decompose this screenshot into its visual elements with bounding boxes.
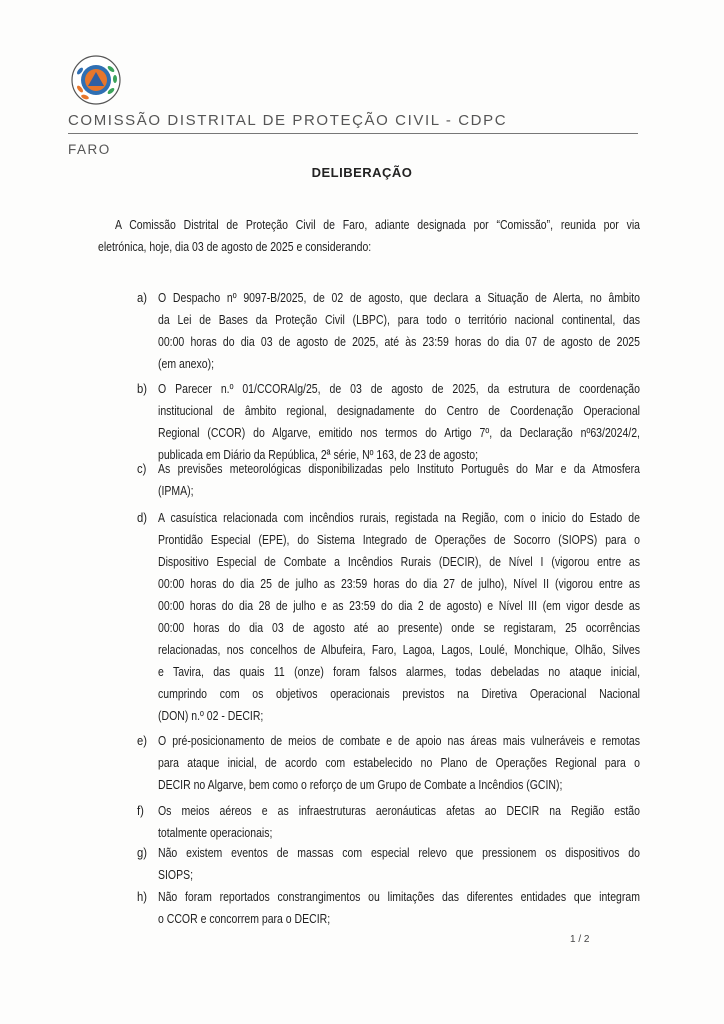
item-line: (em anexo); [158, 357, 215, 371]
consideration-item [137, 378, 640, 466]
item-line: As previsões meteorológicas disponibilizadas pelo Instituto Português do Mar e da Atmosfera [158, 462, 640, 476]
item-label: b) [137, 382, 148, 396]
item-line: DECIR no Algarve, bem como o reforço de um Grupo de Combate a Incêndios (GCIN); [158, 778, 563, 792]
commission-title: COMISSÃO DISTRITAL DE PROTEÇÃO CIVIL - CDPC [68, 112, 508, 129]
page-number: 1 / 2 [570, 934, 590, 945]
item-line: da Lei de Bases da Proteção Civil (LBPC), para todo o território nacional continental, das [158, 313, 640, 327]
item-line: institucional de âmbito regional, designadamente do Centro de Coordenação Operacional [158, 404, 640, 418]
item-text [158, 886, 640, 930]
item-label: c) [137, 462, 147, 476]
item-line: SIOPS; [158, 868, 194, 882]
item-text [158, 842, 640, 886]
protecao-civil-logo [71, 55, 121, 105]
item-line: Prontidão Especial (EPE), do Sistema Integrado de Operações de Socorro (SIOPS) para o [158, 533, 640, 547]
item-line: Não foram reportados constrangimentos ou limitações das diferentes entidades que integram [158, 890, 640, 904]
item-text [158, 378, 640, 466]
item-line: e Tavira, das quais 11 (onze) foram falsos alarmes, todas debeladas no ataque inicial, [158, 665, 640, 679]
district-name: FARO [68, 142, 111, 157]
item-line: Os meios aéreos e as infraestruturas aeronáuticas afetas ao DECIR na Região estão [158, 804, 640, 818]
item-line: relacionadas, nos concelhos de Albufeira, Faro, Lagoa, Lagos, Loulé, Monchique, Olhão, Silves [158, 643, 640, 657]
item-label: a) [137, 291, 148, 305]
item-line: Não existem eventos de massas com especial relevo que pressionem os dispositivos do [158, 846, 640, 860]
item-line: O pré-posicionamento de meios de combate e de apoio nas áreas mais vulneráveis e remotas [158, 734, 640, 748]
item-line: Dispositivo Especial de Combate a Incêndios Rurais (DECIR), de Nível I (vigorou entre as [158, 555, 640, 569]
item-line: o CCOR e concorrem para o DECIR; [158, 912, 331, 926]
item-line: Regional (CCOR) do Algarve, emitido nos termos do Artigo 7º, da Declaração nº63/2024/2, [158, 426, 640, 440]
item-text [158, 730, 640, 796]
item-line: O Despacho nº 9097-B/2025, de 02 de agosto, que declara a Situação de Alerta, no âmbito [158, 291, 640, 305]
item-line: 00:00 horas do dia 25 de julho as 23:59 horas do dia 27 de julho), Nível II (vigorou entre as [158, 577, 640, 591]
item-line: 00:00 horas do dia 28 de julho e as 23:59 do dia 2 de agosto) e Nível III (em vigor desde as [158, 599, 640, 613]
item-text [158, 507, 640, 727]
intro-line: A Comissão Distrital de Proteção Civil de Faro, adiante designada por “Comissão”, reunida por via [115, 218, 640, 232]
item-line: para ataque inicial, de acordo com estabelecido no Plano de Operações Regional para o [158, 756, 640, 770]
item-line: cumprindo com os objetivos operacionais previstos na Diretiva Operacional Nacional [158, 687, 640, 701]
consideration-item [137, 730, 640, 796]
intro-paragraph [98, 214, 640, 258]
header-divider [68, 133, 638, 134]
item-line: 00:00 horas do dia 03 de agosto de 2025, até às 23:59 horas do dia 07 de agosto de 2025 [158, 335, 640, 349]
intro-line: eletrónica, hoje, dia 03 de agosto de 2025 e considerando: [98, 240, 372, 254]
consideration-item [137, 458, 640, 502]
document-title: DELIBERAÇÃO [311, 165, 413, 180]
consideration-item [137, 800, 640, 844]
item-line: totalmente operacionais; [158, 826, 273, 840]
consideration-item [137, 287, 640, 375]
item-text [158, 287, 640, 375]
item-label: g) [137, 846, 148, 860]
item-line: 00:00 horas do dia 03 de agosto até ao presente) onde se registaram, 25 ocorrências [158, 621, 640, 635]
item-text [158, 458, 640, 502]
item-label: h) [137, 890, 148, 904]
consideration-item [137, 507, 640, 727]
item-text [158, 800, 640, 844]
item-line: (IPMA); [158, 484, 194, 498]
item-line: O Parecer n.º 01/CCORAlg/25, de 03 de agosto de 2025, da estrutura de coordenação [158, 382, 640, 396]
item-line: A casuística relacionada com incêndios rurais, registada na Região, com o inicio do Estado de [158, 511, 640, 525]
consideration-item [137, 886, 640, 930]
item-line: (DON) n.º 02 - DECIR; [158, 709, 264, 723]
consideration-item [137, 842, 640, 886]
item-label: d) [137, 511, 148, 525]
item-line: publicada em Diário da República, 2ª série, Nº 163, de 23 de agosto; [158, 448, 479, 462]
item-label: e) [137, 734, 148, 748]
item-label: f) [137, 804, 144, 818]
